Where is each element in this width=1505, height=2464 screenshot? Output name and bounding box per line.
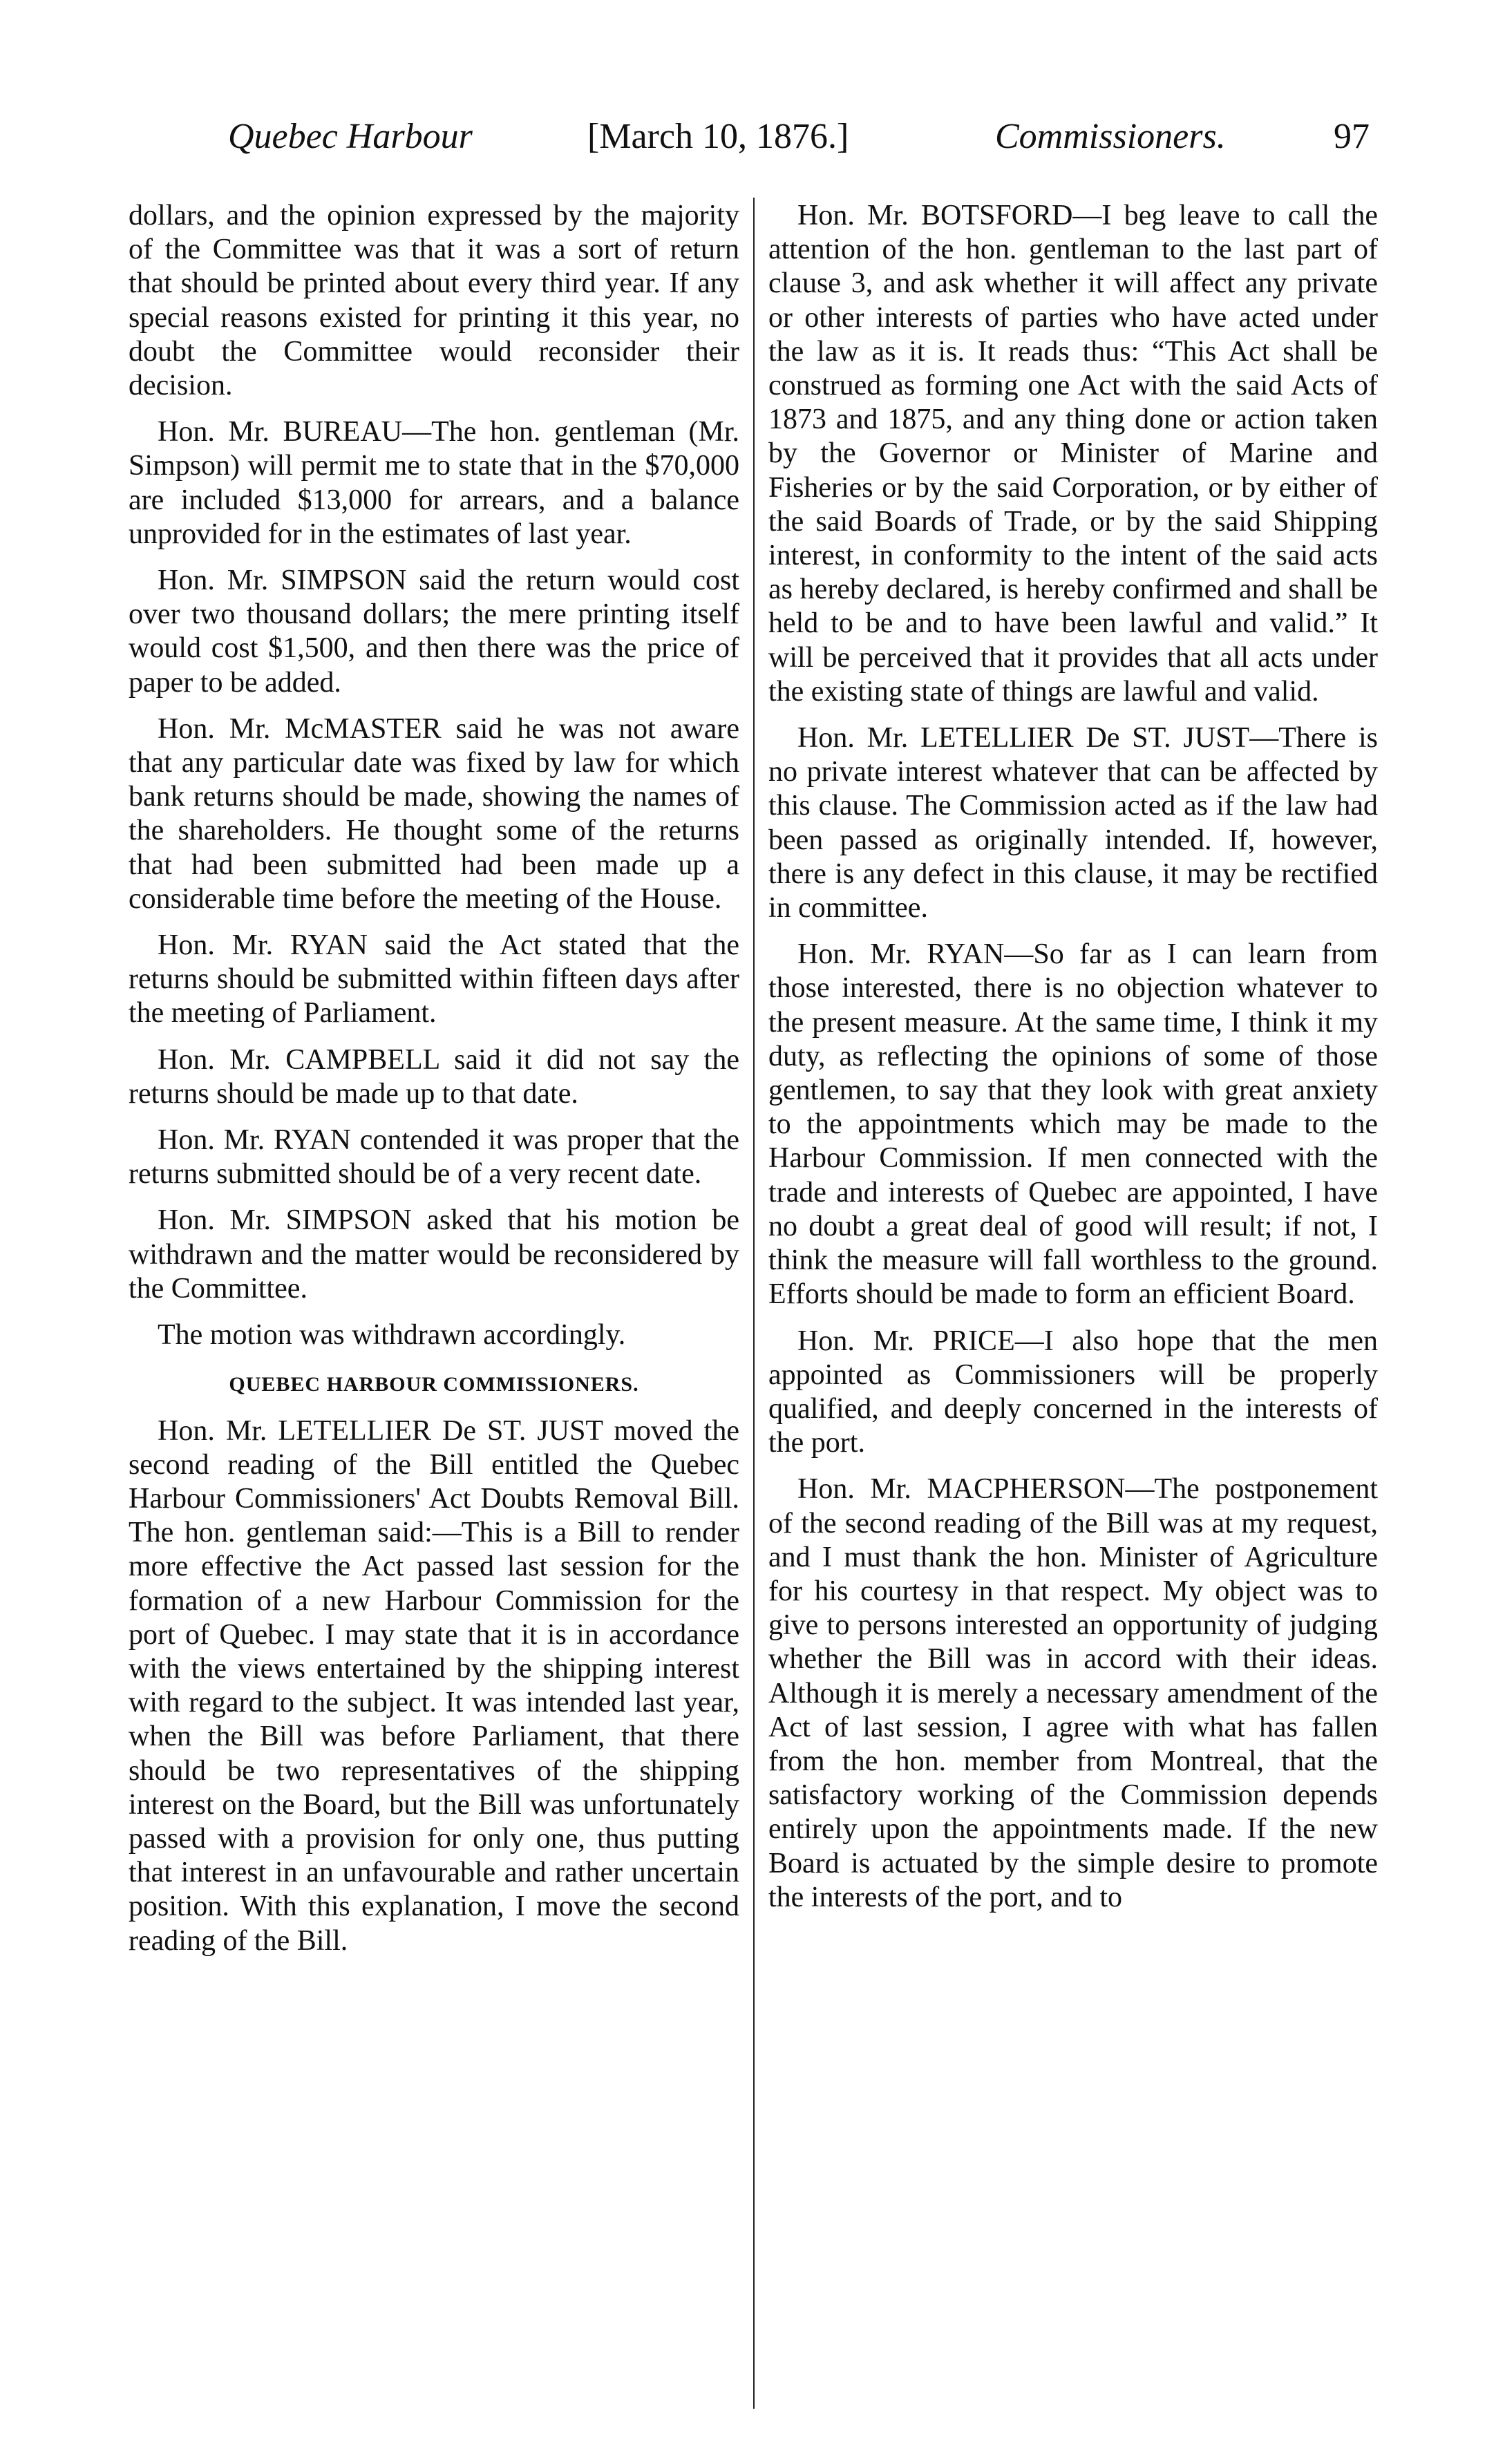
page-number: 97: [1334, 117, 1370, 156]
page-header: [228, 116, 1375, 171]
header-left-title: Quebec Harbour: [228, 117, 473, 156]
column-divider: [753, 198, 755, 2409]
paragraph: Hon. Mr. CAMPBELL said it did not say the returns should be made up to that date.: [129, 1043, 739, 1110]
paragraph: Hon. Mr. BOTSFORD—I beg leave to call the attention of the hon. gentleman to the last part of clause 3, and ask whether it will affect any private or other interests of parties who have acted under the law as it is. It reads thus: “This Act shall be construed as forming one Act with the said Acts of 1873 and 1875, and any thing done or action taken by the Governor or Minister of Marine and Fisheries or by the said Corporation, or by either of the said Boards of Trade, or by the said Shipping interest, in conformity to the intent of the said acts as hereby declared, is hereby confirmed and shall be held to be and to have been lawful and valid.” It will be perceived that it provides that all acts under the existing state of things are lawful and valid.: [768, 200, 1378, 708]
paragraph: Hon. Mr. McMASTER said he was not aware that any particular date was fixed by law for which bank returns should be made, showing the names of the shareholders. He thought some of the returns that had been submitted had been made up a considerable time before the meeting of the House.: [129, 712, 739, 915]
paragraph: Hon. Mr. RYAN contended it was proper that the returns submitted should be of a very recent date.: [129, 1124, 739, 1191]
header-right-title: Commissioners.: [995, 117, 1226, 156]
paragraph: Hon. Mr. RYAN said the Act stated that the returns should be submitted within fifteen days after the meeting of Parliament.: [129, 929, 739, 1030]
paragraph: The motion was withdrawn accordingly.: [158, 1319, 626, 1352]
paragraph: Hon. Mr. PRICE—I also hope that the men appointed as Commissioners will be properly qualified, and deeply concerned in the interests of the port.: [768, 1325, 1378, 1459]
paragraph: Hon. Mr. LETELLIER De ST. JUST—There is no private interest whatever that can be affected by this clause. The Commission acted as if the law had been passed as originally intended. If, however, there is any defect in this clause, it may be rectified in committee.: [768, 722, 1378, 925]
paragraph: Hon. Mr. SIMPSON asked that his motion be withdrawn and the matter would be reconsidered by the Committee.: [129, 1204, 739, 1305]
right-column: [768, 199, 1378, 1927]
header-date: [March 10, 1876.]: [587, 117, 849, 156]
section-title: QUEBEC HARBOUR COMMISSIONERS.: [229, 1373, 639, 1396]
left-column: [129, 199, 739, 1971]
paragraph: Hon. Mr. RYAN—So far as I can learn from those interested, there is no objection whatever to the present measure. At the same time, I think it my duty, as reflecting the opinions of some of those gentlemen, to say that they look with great anxiety to the appointments which may be made to the Harbour Commission. If men connected with the trade and interests of Quebec are appointed, I have no doubt a great deal of good will result; if not, I think the measure will fall worthless to the ground. Efforts should be made to form an efficient Board.: [768, 938, 1378, 1311]
paragraph: Hon. Mr. SIMPSON said the return would cost over two thousand dollars; the mere printing itself would cost $1,500, and then there was the price of paper to be added.: [129, 565, 739, 699]
paragraph: Hon. Mr. BUREAU—The hon. gentleman (Mr. Simpson) will permit me to state that in the $70,000 are included $13,000 for arrears, and a balance unprovided for in the estimates of last year.: [129, 416, 739, 550]
paragraph: dollars, and the opinion expressed by the majority of the Committee was that it was a sort of return that should be printed about every third year. If any special reasons existed for printing it this year, no doubt the Committee would reconsider their decision.: [129, 200, 739, 402]
paragraph: Hon. Mr. LETELLIER De ST. JUST moved the second reading of the Bill entitled the Quebec Harbour Commissioners' Act Doubts Removal Bill. The hon. gentleman said:—This is a Bill to render more effective the Act passed last session for the formation of a new Harbour Commission for the port of Quebec. I may state that it is in accordance with the views entertained by the shipping interest with regard to the subject. It was intended last year, when the Bill was before Parliament, that there should be two representatives of the shipping interest on the Board, but the Bill was unfortunately passed with a provision for only one, thus putting that interest in an unfavourable and rather uncertain position. With this explanation, I move the second reading of the Bill.: [129, 1414, 739, 1957]
paragraph: Hon. Mr. MACPHERSON—The postponement of the second reading of the Bill was at my request, and I must thank the hon. Minister of Agriculture for his courtesy in that respect. My object was to give to persons interested an opportunity of judging whether the Bill was in accord with their ideas. Although it is merely a necessary amendment of the Act of last session, I agree with what has fallen from the hon. member from Montreal, that the satisfactory working of the Commission depends entirely upon the appointments made. If the new Board is actuated by the simple desire to promote the interests of the port, and to: [768, 1473, 1378, 1913]
